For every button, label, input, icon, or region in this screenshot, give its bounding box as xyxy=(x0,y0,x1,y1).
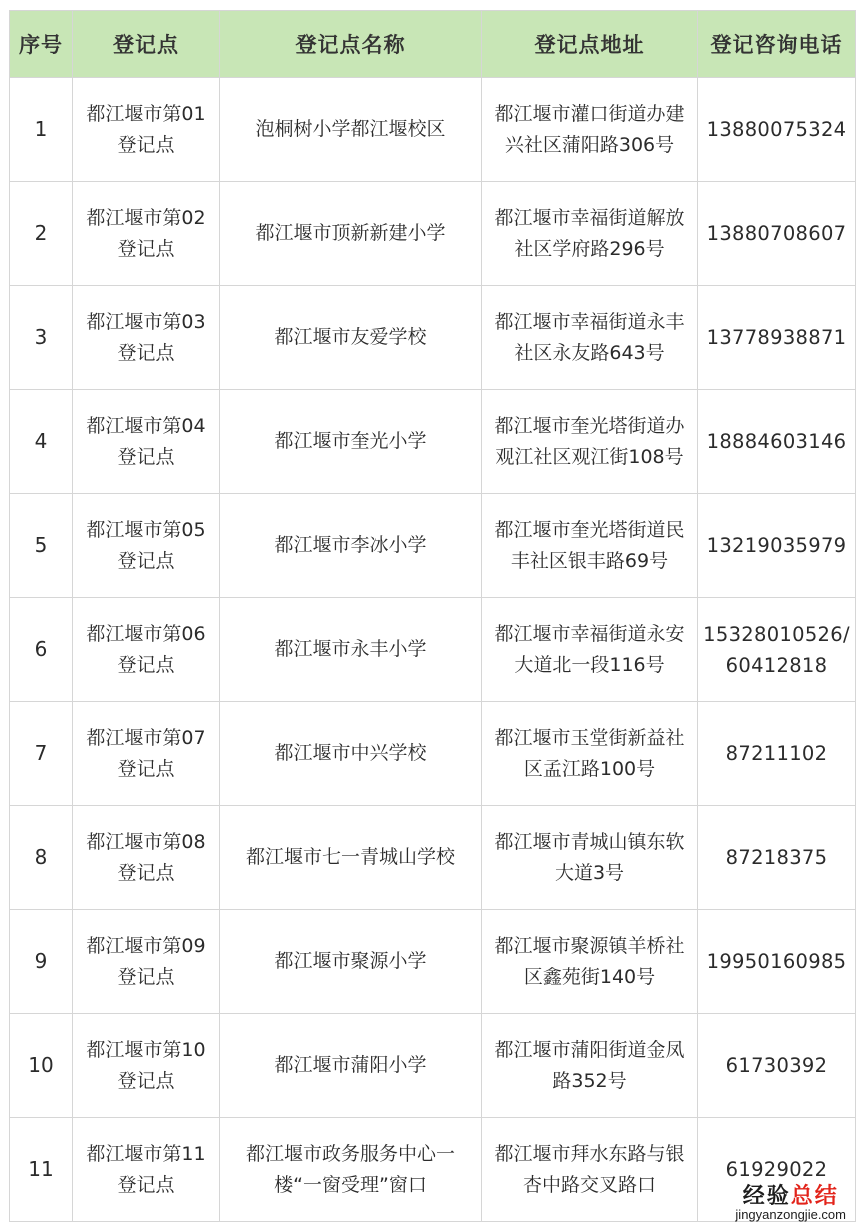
table-header-row xyxy=(10,11,856,78)
cell-point-text: 都江堰市第07登记点 xyxy=(86,726,206,780)
cell-index-text: 4 xyxy=(34,429,48,453)
cell-name-text: 都江堰市奎光小学 xyxy=(274,430,427,452)
cell-index xyxy=(10,182,73,286)
cell-index-text: 7 xyxy=(34,741,48,765)
cell-name xyxy=(220,182,482,286)
cell-address xyxy=(482,598,698,702)
cell-index xyxy=(10,494,73,598)
cell-name-text: 都江堰市友爱学校 xyxy=(274,326,427,348)
cell-index-text: 3 xyxy=(34,325,48,349)
cell-address-text: 都江堰市灌口街道办建兴社区蒲阳路306号 xyxy=(494,102,685,156)
cell-address xyxy=(482,702,698,806)
cell-index-text: 1 xyxy=(34,117,48,141)
cell-name xyxy=(220,910,482,1014)
watermark-logo-text xyxy=(735,1184,846,1208)
table-row xyxy=(10,910,856,1014)
table-row xyxy=(10,286,856,390)
cell-name xyxy=(220,1014,482,1118)
cell-index-text: 10 xyxy=(28,1053,54,1077)
cell-index xyxy=(10,1118,73,1222)
cell-name-text: 都江堰市七一青城山学校 xyxy=(245,846,455,868)
cell-index-text: 9 xyxy=(34,949,48,973)
cell-index-text: 6 xyxy=(34,637,48,661)
table-row xyxy=(10,702,856,806)
cell-name-text: 都江堰市中兴学校 xyxy=(274,742,427,764)
cell-name xyxy=(220,598,482,702)
cell-name xyxy=(220,286,482,390)
cell-point-text: 都江堰市第08登记点 xyxy=(86,830,206,884)
cell-address xyxy=(482,182,698,286)
table-row xyxy=(10,598,856,702)
cell-phone xyxy=(698,1014,856,1118)
cell-point xyxy=(73,286,220,390)
cell-name xyxy=(220,702,482,806)
cell-address xyxy=(482,286,698,390)
cell-name xyxy=(220,806,482,910)
cell-phone-text: 13880708607 xyxy=(706,222,847,245)
cell-phone-text: 19950160985 xyxy=(706,950,847,973)
cell-name xyxy=(220,1118,482,1222)
cell-phone-text: 61929022 xyxy=(725,1158,828,1181)
cell-index xyxy=(10,806,73,910)
cell-index-text: 8 xyxy=(34,845,48,869)
cell-index xyxy=(10,390,73,494)
cell-index xyxy=(10,702,73,806)
cell-address-text: 都江堰市玉堂街新益社区孟江路100号 xyxy=(494,726,685,780)
cell-name xyxy=(220,390,482,494)
cell-phone-text: 87218375 xyxy=(725,846,828,869)
cell-point-text: 都江堰市第09登记点 xyxy=(86,934,206,988)
cell-name-text: 泡桐树小学都江堰校区 xyxy=(255,118,446,140)
cell-address-text: 都江堰市幸福街道永丰社区永友路643号 xyxy=(494,310,685,364)
cell-phone xyxy=(698,78,856,182)
cell-point xyxy=(73,78,220,182)
table-row xyxy=(10,78,856,182)
cell-point xyxy=(73,1118,220,1222)
cell-address-text: 都江堰市奎光塔街道办观江社区观江街108号 xyxy=(494,414,685,468)
cell-phone xyxy=(698,910,856,1014)
cell-index-text: 5 xyxy=(34,533,48,557)
cell-index-text: 2 xyxy=(34,221,48,245)
cell-point xyxy=(73,494,220,598)
cell-name xyxy=(220,78,482,182)
watermark-text-red: 总结 xyxy=(790,1183,839,1209)
cell-address xyxy=(482,78,698,182)
cell-point-text: 都江堰市第10登记点 xyxy=(86,1038,206,1092)
cell-phone-text: 13880075324 xyxy=(706,118,847,141)
cell-index xyxy=(10,286,73,390)
site-watermark xyxy=(735,1184,846,1222)
cell-address xyxy=(482,806,698,910)
cell-name-text: 都江堰市聚源小学 xyxy=(274,950,427,972)
table-row xyxy=(10,494,856,598)
cell-address-text: 都江堰市奎光塔街道民丰社区银丰路69号 xyxy=(494,518,685,572)
cell-point-text: 都江堰市第04登记点 xyxy=(86,414,206,468)
cell-phone xyxy=(698,702,856,806)
cell-phone xyxy=(698,598,856,702)
cell-index xyxy=(10,910,73,1014)
cell-point xyxy=(73,702,220,806)
cell-point xyxy=(73,182,220,286)
cell-phone xyxy=(698,182,856,286)
cell-address-text: 都江堰市幸福街道永安大道北一段116号 xyxy=(494,622,685,676)
cell-address xyxy=(482,494,698,598)
cell-point-text: 都江堰市第02登记点 xyxy=(86,206,206,260)
registration-table xyxy=(9,10,856,1222)
cell-name-text: 都江堰市李冰小学 xyxy=(274,534,427,556)
cell-phone-text: 15328010526/60412818 xyxy=(703,622,850,677)
cell-point-text: 都江堰市第11登记点 xyxy=(86,1142,206,1196)
header-point: 登记点 xyxy=(73,11,220,78)
cell-point-text: 都江堰市第03登记点 xyxy=(86,310,206,364)
header-phone: 登记咨询电话 xyxy=(698,11,856,78)
cell-phone xyxy=(698,806,856,910)
cell-name xyxy=(220,494,482,598)
cell-address xyxy=(482,390,698,494)
cell-address xyxy=(482,1014,698,1118)
cell-phone-text: 13219035979 xyxy=(706,534,847,557)
watermark-url: jingyanzongjie.com xyxy=(735,1207,846,1222)
table-body xyxy=(10,78,856,1222)
cell-name-text: 都江堰市顶新新建小学 xyxy=(255,222,446,244)
cell-index-text: 11 xyxy=(28,1157,54,1181)
cell-name-text: 都江堰市政务服务中心一楼“一窗受理”窗口 xyxy=(245,1142,455,1196)
table-row xyxy=(10,1014,856,1118)
table-row xyxy=(10,806,856,910)
cell-phone xyxy=(698,494,856,598)
cell-address-text: 都江堰市幸福街道解放社区学府路296号 xyxy=(494,206,685,260)
cell-name-text: 都江堰市永丰小学 xyxy=(274,638,427,660)
cell-address-text: 都江堰市聚源镇羊桥社区鑫苑街140号 xyxy=(494,934,685,988)
cell-index xyxy=(10,78,73,182)
cell-phone-text: 87211102 xyxy=(725,742,828,765)
cell-point xyxy=(73,910,220,1014)
cell-index xyxy=(10,1014,73,1118)
cell-address-text: 都江堰市蒲阳街道金凤路352号 xyxy=(494,1038,685,1092)
header-name: 登记点名称 xyxy=(220,11,482,78)
cell-index xyxy=(10,598,73,702)
watermark-text-black: 经验 xyxy=(742,1183,791,1209)
header-index: 序号 xyxy=(10,11,73,78)
table-row xyxy=(10,390,856,494)
cell-point-text: 都江堰市第05登记点 xyxy=(86,518,206,572)
cell-address-text: 都江堰市青城山镇东软大道3号 xyxy=(494,830,685,884)
cell-phone xyxy=(698,286,856,390)
table-row xyxy=(10,182,856,286)
cell-phone xyxy=(698,390,856,494)
cell-address xyxy=(482,1118,698,1222)
cell-address-text: 都江堰市拜水东路与银杏中路交叉路口 xyxy=(494,1142,685,1196)
cell-phone-text: 61730392 xyxy=(725,1054,828,1077)
cell-point-text: 都江堰市第01登记点 xyxy=(86,102,206,156)
cell-phone-text: 18884603146 xyxy=(706,430,847,453)
table-row xyxy=(10,1118,856,1222)
cell-point xyxy=(73,598,220,702)
cell-point xyxy=(73,390,220,494)
cell-phone-text: 13778938871 xyxy=(706,326,847,349)
cell-point xyxy=(73,1014,220,1118)
cell-point-text: 都江堰市第06登记点 xyxy=(86,622,206,676)
header-address: 登记点地址 xyxy=(482,11,698,78)
cell-name-text: 都江堰市蒲阳小学 xyxy=(274,1054,427,1076)
cell-address xyxy=(482,910,698,1014)
cell-point xyxy=(73,806,220,910)
